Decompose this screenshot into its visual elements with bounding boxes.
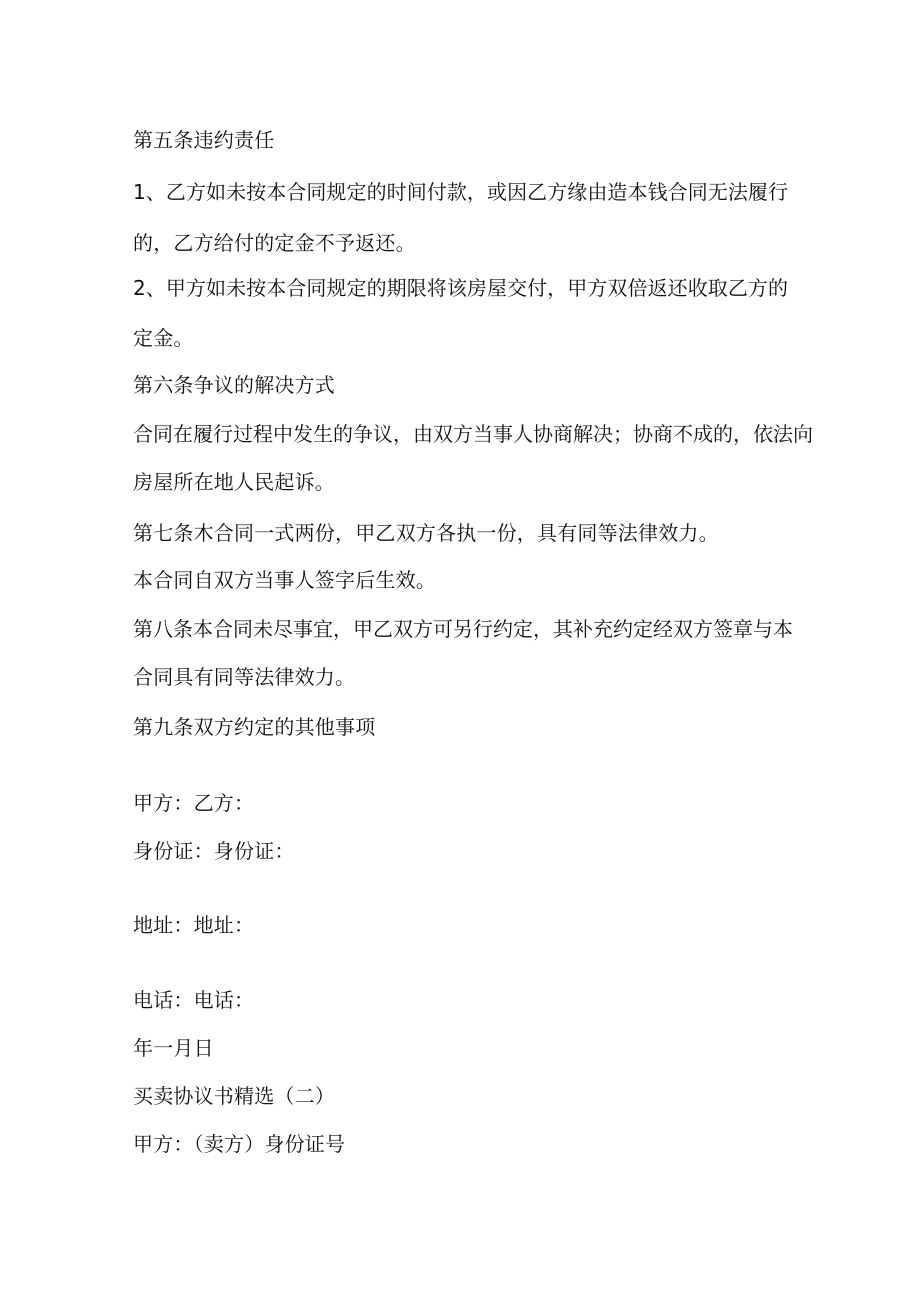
article-5-clause-2-line-2: 定金。	[133, 326, 194, 350]
seller-party-line: 甲方：（卖方）身份证号	[133, 1132, 346, 1156]
article-7-text: 第七条木合同一式两份，甲乙双方各执一份，具有同等法律效力。	[133, 521, 719, 545]
article-8-line-1: 第八条本合同未尽事宜，甲乙双方可另行约定，其补充约定经双方签章与本	[133, 617, 793, 641]
date-line: 年一月日	[133, 1036, 214, 1060]
id-card-line: 身份证：身份证：	[133, 839, 295, 863]
address-line: 地址：地址：	[133, 913, 255, 937]
article-6-heading: 第六条争议的解决方式	[133, 373, 335, 397]
article-5-clause-1-line-1: 1、乙方如未按本合同规定的时间付款，或因乙方缘由造本钱合同无法履行	[133, 180, 788, 204]
party-signature-line: 甲方：乙方：	[133, 791, 255, 815]
effective-clause: 本合同自双方当事人签字后生效。	[133, 568, 436, 592]
article-6-body-line-1: 合同在履行过程中发生的争议，由双方当事人协商解决；协商不成的，依法向	[133, 422, 813, 446]
article-8-line-2: 合同具有同等法律效力。	[133, 665, 356, 689]
agreement-title: 买卖协议书精选（二）	[133, 1084, 335, 1108]
article-6-body-line-2: 房屋所在地人民起诉。	[133, 470, 335, 494]
article-9-heading: 第九条双方约定的其他事项	[133, 715, 376, 739]
phone-line: 电话：电话：	[133, 988, 255, 1012]
article-5-heading: 第五条违约责任	[133, 128, 275, 152]
article-5-clause-2-line-1: 2、甲方如未按本合同规定的期限将该房屋交付，甲方双倍返还收取乙方的	[133, 276, 788, 300]
article-5-clause-1-line-2: 的，乙方给付的定金不予返还。	[133, 231, 416, 255]
